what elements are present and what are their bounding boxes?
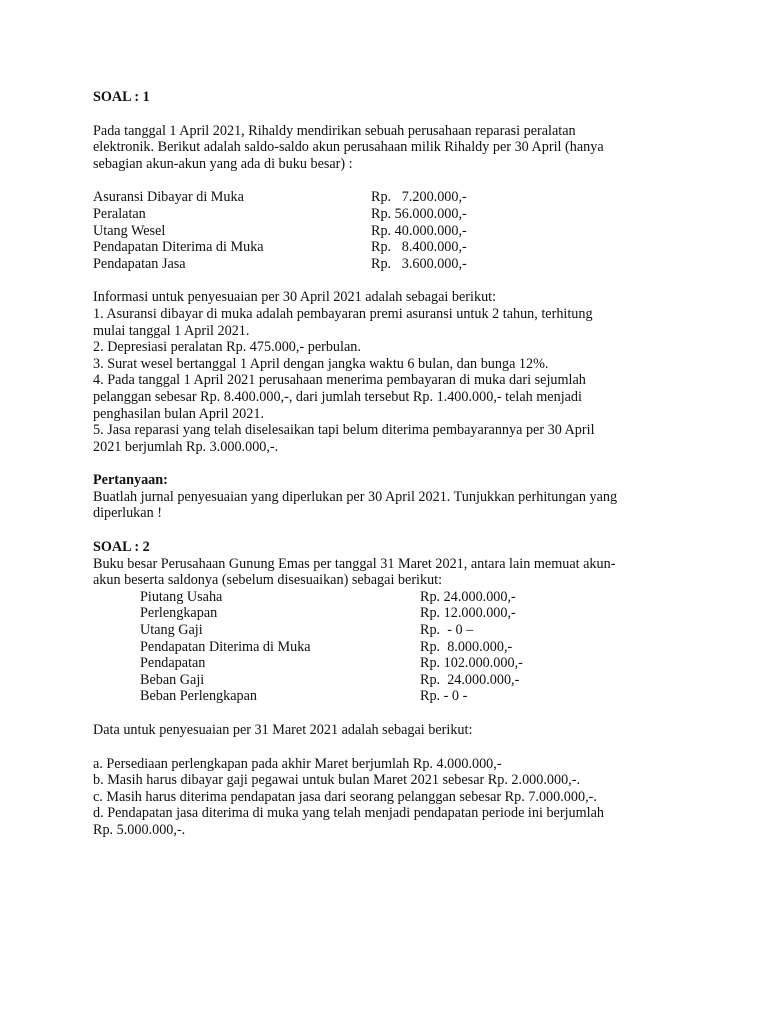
soal2-intro-line: akun beserta saldonya (sebelum disesuaikan) sebagai berikut: [93, 572, 443, 589]
account-row [93, 688, 683, 705]
account-row [93, 655, 683, 672]
soal2-data-heading: Data untuk penyesuaian per 31 Maret 2021 adalah sebagai berikut: [93, 722, 473, 738]
account-value: Rp. 3.600.000,- [371, 255, 467, 272]
account-row [93, 256, 683, 273]
document-content [93, 89, 683, 839]
soal1-intro-line: elektronik. Berikut adalah saldo-saldo akun perusahaan milik Rihaldy per 30 April (hanya [93, 139, 604, 156]
account-value: Rp. 12.000.000,- [420, 605, 516, 622]
account-name: Perlengkapan [140, 605, 218, 622]
soal2-intro-line: Buku besar Perusahaan Gunung Emas per tanggal 31 Maret 2021, antara lain memuat akun- [93, 555, 616, 572]
account-name: Pendapatan Jasa [93, 255, 186, 272]
soal1-info-line: pelanggan sebesar Rp. 8.400.000,-, dari jumlah tersebut Rp. 1.400.000,- telah menjadi [93, 388, 582, 405]
account-value: Rp. 7.200.000,- [371, 189, 467, 206]
account-value: Rp. 8.400.000,- [371, 239, 467, 256]
account-row [93, 605, 683, 622]
account-value: Rp. - 0 - [420, 688, 468, 705]
account-name: Pendapatan [140, 655, 206, 672]
soal1-info-line: 4. Pada tanggal 1 April 2021 perusahaan menerima pembayaran di muka dari sejumlah [93, 372, 586, 389]
account-value: Rp. 8.000.000,- [420, 638, 513, 655]
soal1-info-line: 3. Surat wesel bertanggal 1 April dengan jangka waktu 6 bulan, dan bunga 12%. [93, 355, 549, 372]
soal1-info-line: penghasilan bulan April 2021. [93, 405, 265, 422]
question-text [93, 489, 683, 522]
account-name: Piutang Usaha [140, 588, 223, 605]
soal1-intro-line: Pada tanggal 1 April 2021, Rihaldy mendirikan sebuah perusahaan reparasi peralatan [93, 122, 576, 139]
soal2-item: a. Persediaan perlengkapan pada akhir Maret berjumlah Rp. 4.000.000,- [93, 755, 502, 772]
account-row [93, 223, 683, 240]
account-name: Beban Perlengkapan [140, 688, 258, 705]
account-value: Rp. 40.000.000,- [371, 222, 467, 239]
soal2-item: d. Pendapatan jasa diterima di muka yang telah menjadi pendapatan periode ini berjumlah [93, 805, 604, 822]
account-row [93, 672, 683, 689]
soal1-info-line: 2021 berjumlah Rp. 3.000.000,-. [93, 438, 279, 455]
account-name: Utang Gaji [140, 622, 203, 639]
soal1-info-line: 5. Jasa reparasi yang telah diselesaikan tapi belum diterima pembayarannya per 30 April [93, 422, 595, 439]
question-line: Buatlah jurnal penyesuaian yang diperlukan per 30 April 2021. Tunjukkan perhitungan yang [93, 488, 618, 505]
soal2-intro [93, 556, 683, 589]
account-value: Rp. - 0 – [420, 622, 474, 639]
soal1-info [93, 289, 683, 455]
account-row [93, 622, 683, 639]
soal2-heading: SOAL : 2 [93, 539, 150, 556]
account-name: Asuransi Dibayar di Muka [93, 189, 244, 206]
account-value: Rp. 102.000.000,- [420, 655, 523, 672]
soal1-info-line: 1. Asuransi dibayar di muka adalah pembayaran premi asuransi untuk 2 tahun, terhitung [93, 305, 593, 322]
soal1-info-line: mulai tanggal 1 April 2021. [93, 322, 250, 339]
question-heading: Pertanyaan: [93, 472, 168, 489]
soal1-intro-line: sebagian akun-akun yang ada di buku besar) : [93, 155, 353, 172]
account-row [93, 206, 683, 223]
account-name: Pendapatan Diterima di Muka [93, 239, 264, 256]
soal2-item: Rp. 5.000.000,-. [93, 821, 186, 838]
account-row [93, 589, 683, 606]
soal2-account-list [93, 589, 683, 705]
account-row [93, 639, 683, 656]
soal1-account-list [93, 189, 683, 272]
soal2-item: b. Masih harus dibayar gaji pegawai untuk bulan Maret 2021 sebesar Rp. 2.000.000,-. [93, 772, 580, 789]
account-value: Rp. 24.000.000,- [420, 671, 520, 688]
account-name: Peralatan [93, 205, 146, 222]
account-value: Rp. 24.000.000,- [420, 588, 516, 605]
account-row [93, 239, 683, 256]
account-name: Pendapatan Diterima di Muka [140, 638, 311, 655]
soal1-info-line: Informasi untuk penyesuaian per 30 April 2021 adalah sebagai berikut: [93, 289, 497, 306]
account-name: Beban Gaji [140, 671, 205, 688]
question-line: diperlukan ! [93, 505, 162, 522]
account-value: Rp. 56.000.000,- [371, 205, 467, 222]
soal1-info-line: 2. Depresiasi peralatan Rp. 475.000,- perbulan. [93, 339, 361, 356]
account-name: Utang Wesel [93, 222, 166, 239]
soal2-item: c. Masih harus diterima pendapatan jasa dari seorang pelanggan sebesar Rp. 7.000.000,-. [93, 788, 597, 805]
account-row [93, 189, 683, 206]
soal1-intro [93, 123, 683, 173]
soal2-items [93, 756, 683, 839]
soal1-heading: SOAL : 1 [93, 89, 150, 105]
